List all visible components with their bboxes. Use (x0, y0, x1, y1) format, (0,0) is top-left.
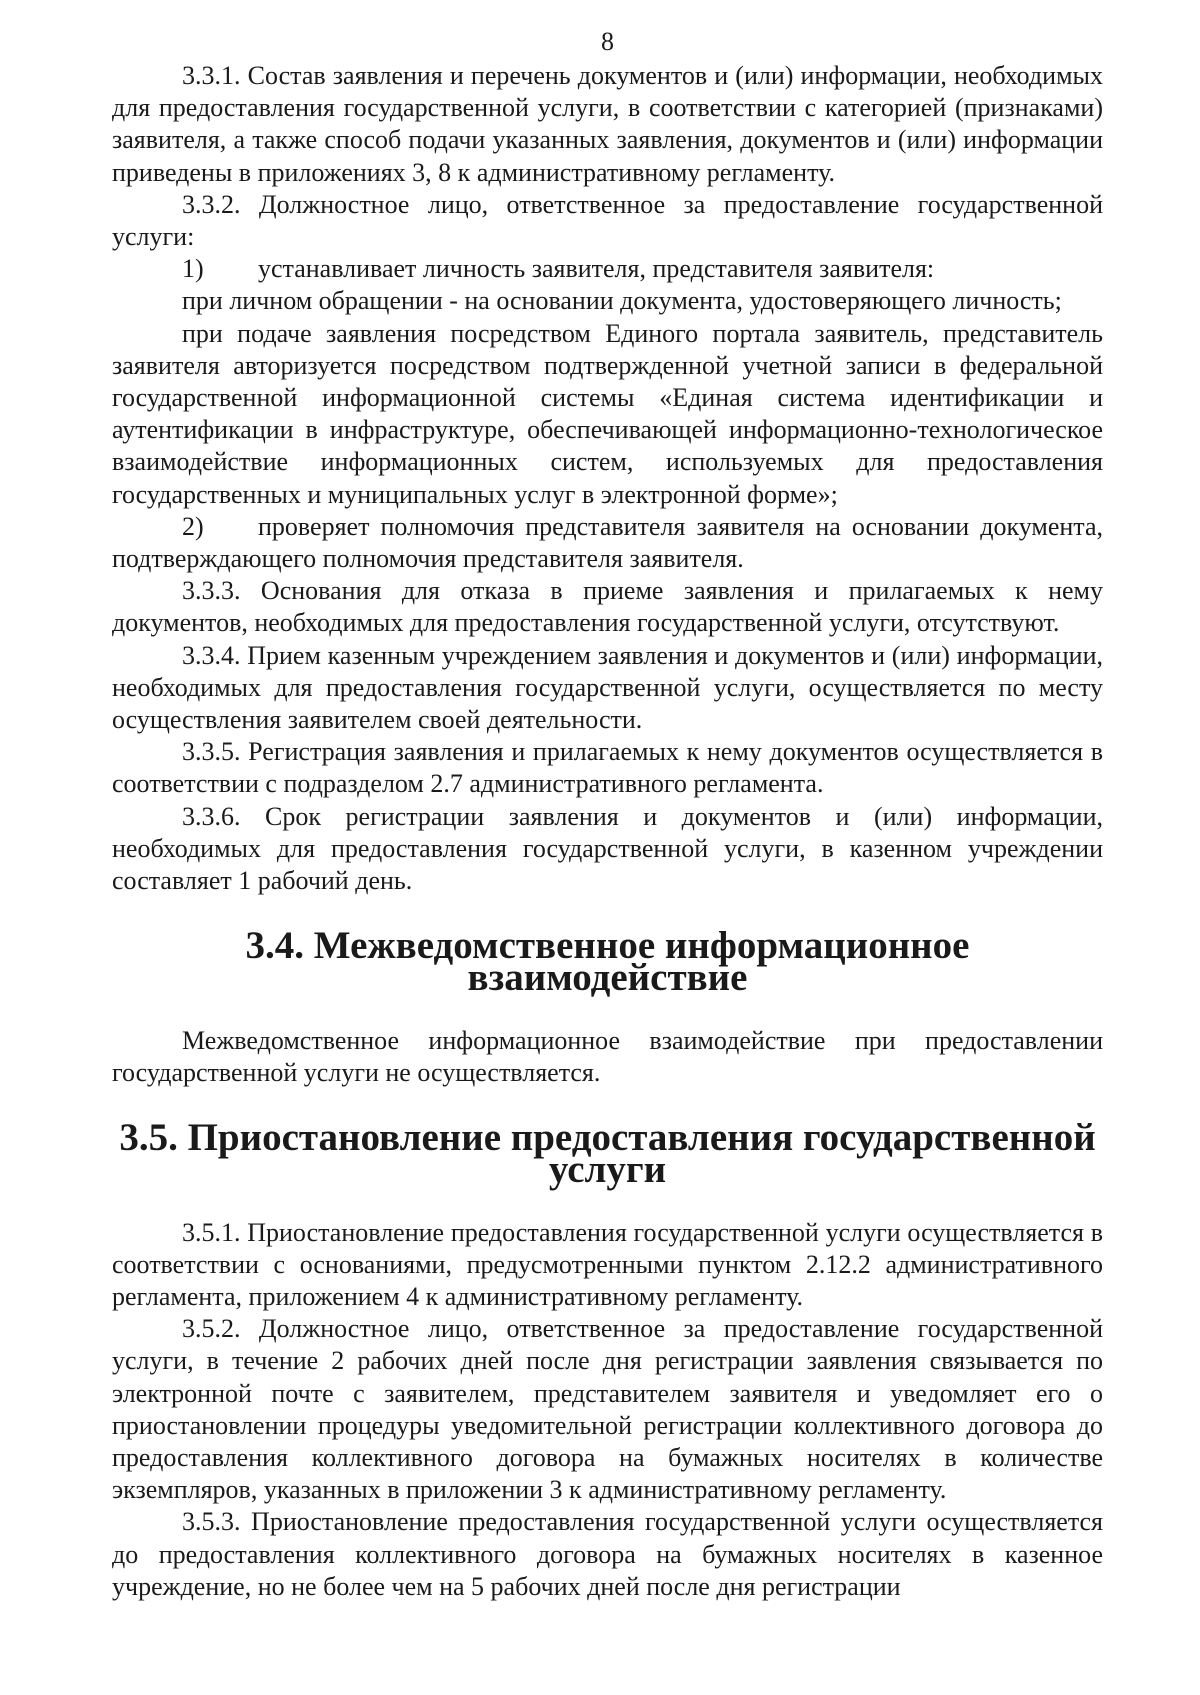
section-heading-3-4: 3.4. Межведомственное информационное взаимодействие (245, 924, 970, 1000)
list-item-2 (112, 511, 1103, 575)
page-number: 8 (601, 27, 614, 56)
paragraph-3-3-3: 3.3.3. Основания для отказа в приеме заявления и прилагаемых к нему документов, необходимых для предоставления государственной услуги, отсутствуют. (112, 576, 1103, 638)
paragraph-3-5-3: 3.5.3. Приостановление предоставления государственной услуги осуществляется до предоставления коллективного договора на бумажных носителях в казенное учреждение, но не более чем на 5 рабочих дней после дня регистрации (112, 1507, 1103, 1601)
list-item-number: 1) (182, 254, 204, 284)
paragraph-3-5-2: 3.5.2. Должностное лицо, ответственное за предоставление государственной услуги, в течение 2 рабочих дней после дня регистрации заявления связывается по электронной почте с заявителем, представителем заявителя и уведомляет его о приостановлении процедуры уведомительной регистрации коллективного договора до предоставления коллективного договора на бумажных носителях в количестве экземпляров, указанных в приложении 3 к административному регламенту. (112, 1314, 1103, 1505)
paragraph-3-3-2: 3.3.2. Должностное лицо, ответственное за предоставление государственной услуги: (112, 189, 1103, 252)
list-item-number: 2) (182, 511, 204, 541)
list-item-text: устанавливает личность заявителя, представителя заявителя: (258, 254, 935, 284)
list-item-text: проверяет полномочия представителя заявителя на основании документа, подтверждающего полномочия представителя заявителя. (112, 511, 1103, 574)
paragraph-3-4: Межведомственное информационное взаимодействие при предоставлении государственной услуги не осуществляется. (112, 1025, 1103, 1087)
paragraph-3-3-4: 3.3.4. Прием казенным учреждением заявления и документов и (или) информации, необходимых для предоставления государственной услуги, осуществляется по месту осуществления заявителем своей деятельности. (112, 640, 1103, 735)
list-item-1 (112, 253, 1103, 285)
paragraph-3-3-1: 3.3.1. Состав заявления и перечень документов и (или) информации, необходимых для предоставления государственной услуги, в соответствии с категорией (признаками) заявителя, а также способ подачи указанных заявления, документов и (или) информации приведены в приложениях 3, 8 к административному регламенту. (112, 61, 1103, 187)
paragraph-personal-visit: при личном обращении - на основании документа, удостоверяющего личность; (182, 286, 1062, 316)
section-heading-3-5: 3.5. Приостановление предоставления государственной услуги (119, 1116, 1096, 1192)
paragraph-3-3-6: 3.3.6. Срок регистрации заявления и документов и (или) информации, необходимых для предоставления государственной услуги, в казенном учреждении составляет 1 рабочий день. (112, 801, 1103, 896)
paragraph-portal-submission: при подаче заявления посредством Единого портала заявитель, представитель заявителя авторизуется посредством подтвержденной учетной записи в федеральной государственной информационной системы «Единая система идентификации и аутентификации в инфраструктуре, обеспечивающей информационно-технологическое взаимодействие информационных систем, используемых для предоставления государственных и муниципальных услуг в электронной форме»; (112, 318, 1103, 509)
paragraph-3-5-1: 3.5.1. Приостановление предоставления государственной услуги осуществляется в соответствии с основаниями, предусмотренными пунктом 2.12.2 административного регламента, приложением 4 к административному регламенту. (112, 1217, 1103, 1311)
paragraph-3-3-5: 3.3.5. Регистрация заявления и прилагаемых к нему документов осуществляется в соответствии с подразделом 2.7 административного регламента. (112, 737, 1103, 799)
